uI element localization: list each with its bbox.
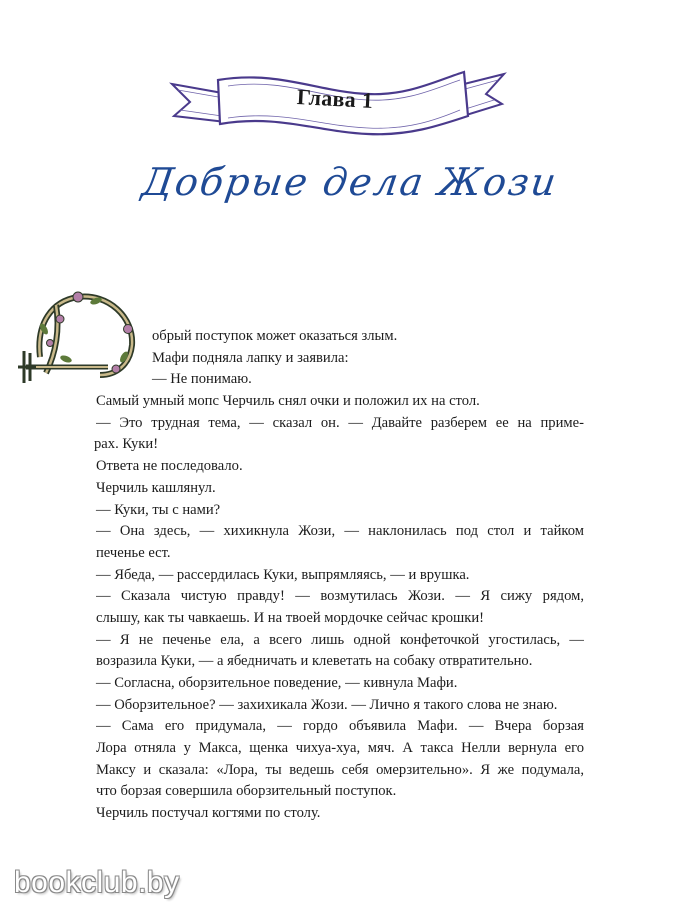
- text-line: — Сама его придумала, — гордо объявила Мафи. — Вчера борзая: [96, 718, 584, 735]
- text-line: Лора отняла у Макса, щенка чихуа-хуа, мяч. А такса Нелли вернула его: [96, 740, 584, 757]
- text-line: рах. Куки!: [94, 436, 159, 453]
- text-line: — Не понимаю.: [152, 371, 252, 388]
- text-line: — Я не печенье ела, а всего лишь одной конфеточкой угостилась, —: [96, 631, 584, 648]
- chapter-title: Добрые дела Жози: [139, 160, 561, 204]
- text-line: — Это трудная тема, — сказал он. — Давайте разберем ее на приме-: [96, 414, 584, 431]
- chapter-ribbon-banner: [168, 64, 508, 154]
- text-line: — Ябеда, — рассердилась Куки, выпрямляясь, — и врушка.: [96, 566, 470, 583]
- text-line: печенье ест.: [96, 544, 171, 561]
- text-line: — Она здесь, — хихикнула Жози, — наклонилась под стол и тайком: [96, 523, 584, 540]
- text-line: — Согласна, оборзительное поведение, — кивнула Мафи.: [96, 675, 458, 691]
- text-line: что борзая совершила оборзительный поступок.: [96, 783, 397, 800]
- text-line: — Куки, ты с нами?: [96, 501, 221, 518]
- text-line: возразила Куки, — а ябедничать и клеветать на собаку отвратительно.: [96, 653, 533, 670]
- text-line: — Оборзительное? — захихикала Жози. — Лично я такого слова не знаю.: [96, 696, 558, 713]
- text-line: Черчиль постучал когтями по столу.: [96, 805, 321, 822]
- text-line: Черчиль кашлянул.: [96, 479, 216, 496]
- watermark: bookclub.by: [14, 866, 180, 899]
- text-line: слышу, как ты чавкаешь. И на твоей мордочке сейчас крошки!: [96, 609, 485, 626]
- text-line: Максу и сказала: «Лора, ты ведешь себя омерзительно». Я же подумала,: [96, 761, 584, 778]
- text-line: Мафи подняла лапку и заявила:: [152, 349, 349, 366]
- text-line: обрый поступок может оказаться злым.: [152, 328, 398, 344]
- text-line: Самый умный мопс Черчиль снял очки и положил их на стол.: [96, 393, 480, 410]
- text-line: — Сказала чистую правду! — возмутилась Жози. — Я сижу рядом,: [96, 588, 584, 605]
- chapter-label: Глава 1: [296, 84, 374, 113]
- text-line: Ответа не последовало.: [96, 458, 243, 475]
- body-text: [96, 326, 584, 825]
